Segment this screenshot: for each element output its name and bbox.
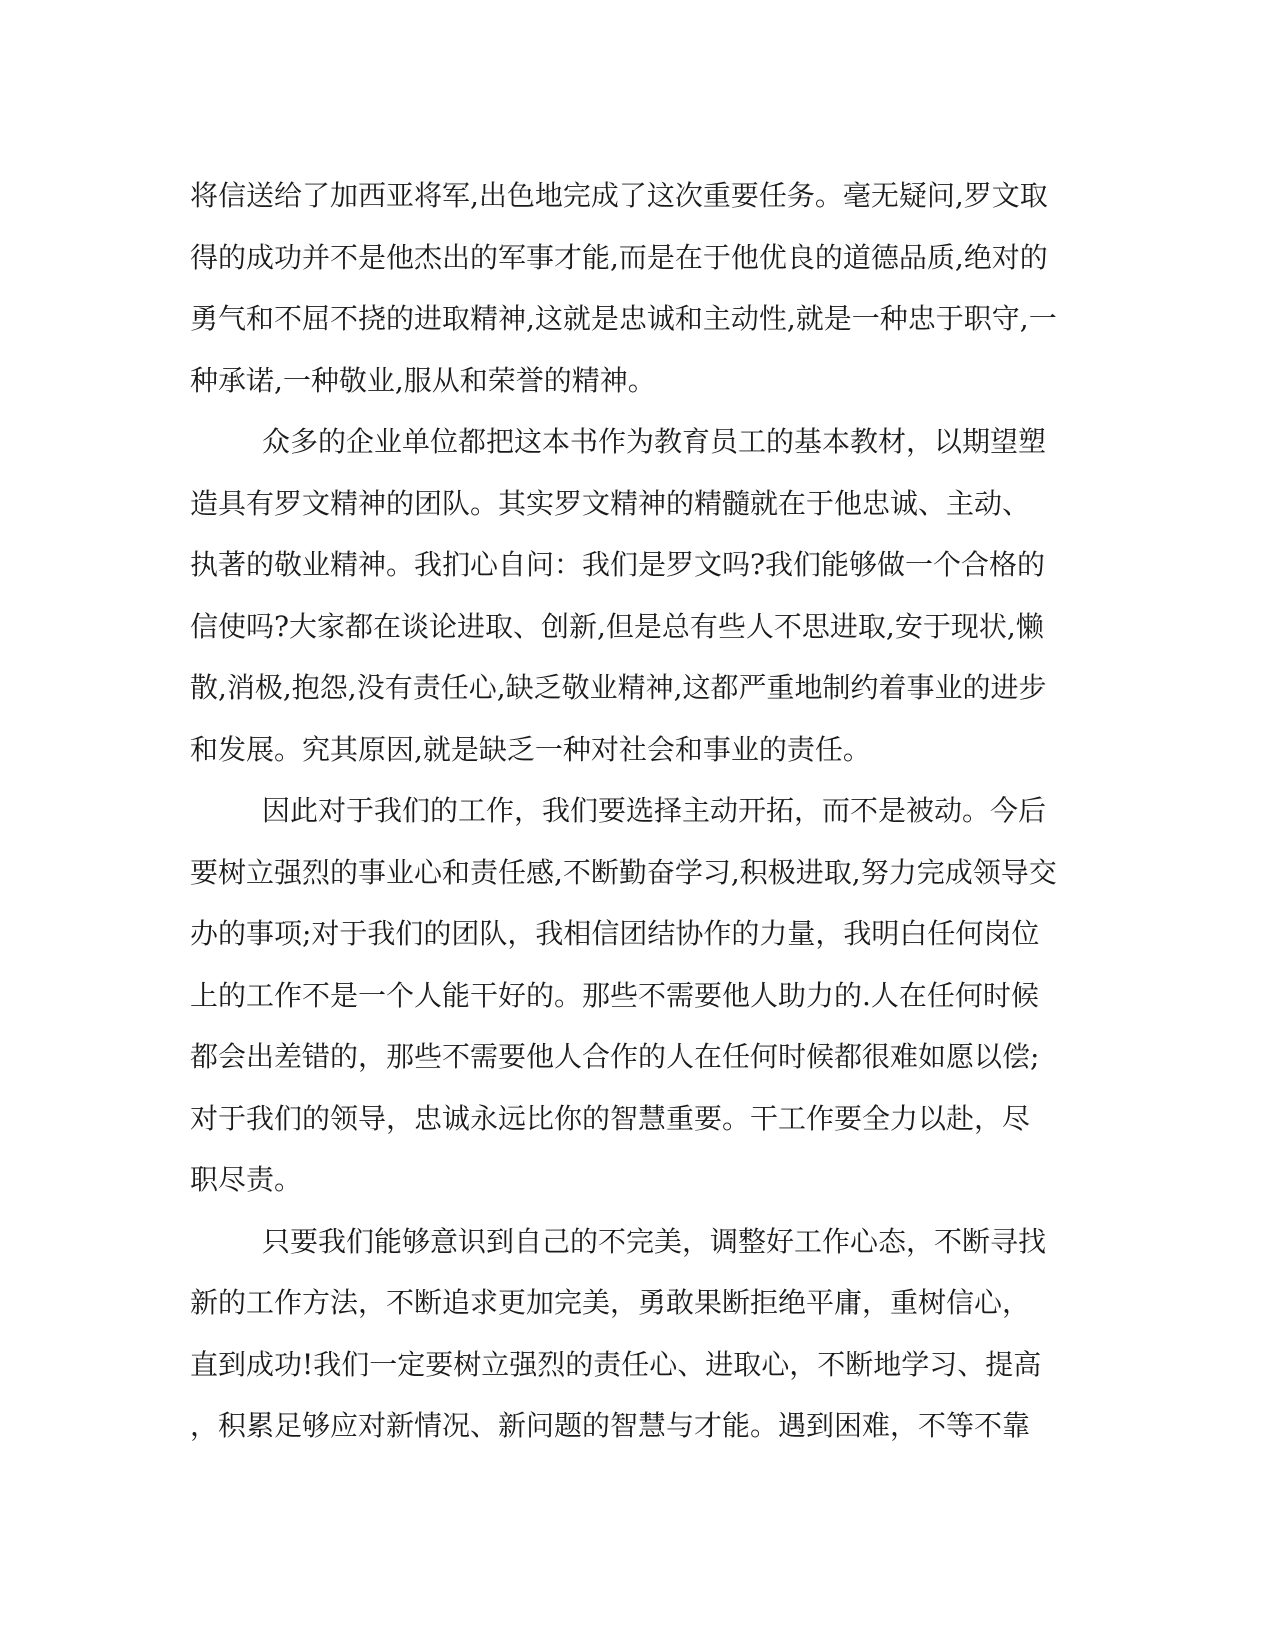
- text-line: 将信送给了加西亚将军,出色地完成了这次重要任务。毫无疑问,罗文取: [190, 179, 1048, 212]
- text-line: 得的成功并不是他杰出的军事才能,而是在于他优良的道德品质,绝对的: [190, 240, 1048, 274]
- text-line: 信使吗?大家都在谈论进取、创新,但是总有些人不思进取,安于现状,懒: [190, 609, 1044, 643]
- body-text: [190, 165, 1090, 1457]
- text-line: 职尽责。: [190, 1163, 303, 1196]
- text-line: 直到成功!我们一定要树立强烈的责任心、进取心，不断地学习、提高: [190, 1347, 1042, 1381]
- paragraph-start-line: 因此对于我们的工作，我们要选择主动开拓，而不是被动。今后: [262, 794, 1047, 827]
- text-line: 种承诺,一种敬业,服从和荣誉的精神。: [190, 363, 656, 397]
- text-line: 上的工作不是一个人能干好的。那些不需要他人助力的.人在任何时候: [190, 978, 1039, 1012]
- text-line: 勇气和不屈不挠的进取精神,这就是忠诚和主动性,就是一种忠于职守,一: [190, 302, 1057, 335]
- text-line: 和发展。究其原因,就是缺乏一种对社会和事业的责任。: [190, 732, 871, 766]
- text-line: 对于我们的领导，忠诚永远比你的智慧重要。干工作要全力以赴，尽: [190, 1101, 1031, 1135]
- paragraph-start-line: 只要我们能够意识到自己的不完美，调整好工作心态，不断寻找: [262, 1224, 1047, 1258]
- text-line: 执著的敬业精神。我扪心自问：我们是罗文吗?我们能够做一个合格的: [190, 548, 1046, 581]
- paragraph-start-line: 众多的企业单位都把这本书作为教育员工的基本教材，以期望塑: [262, 425, 1047, 458]
- text-line: 都会出差错的，那些不需要他人合作的人在任何时候都很难如愿以偿;: [190, 1040, 1040, 1073]
- text-line: 办的事项;对于我们的团队，我相信团结协作的力量，我明白任何岗位: [190, 917, 1040, 950]
- text-line: 要树立强烈的事业心和责任感,不断勤奋学习,积极进取,努力完成领导交: [190, 855, 1057, 889]
- text-line: ，积累足够应对新情况、新问题的智慧与才能。遇到困难，不等不靠: [190, 1409, 1031, 1442]
- text-line: 新的工作方法，不断追求更加完美，勇敢果断拒绝平庸，重树信心，: [190, 1286, 1031, 1319]
- text-line: 散,消极,抱怨,没有责任心,缺乏敬业精神,这都严重地制约着事业的进步: [190, 671, 1047, 704]
- text-line: 造具有罗文精神的团队。其实罗文精神的精髓就在于他忠诚、主动、: [190, 486, 1031, 520]
